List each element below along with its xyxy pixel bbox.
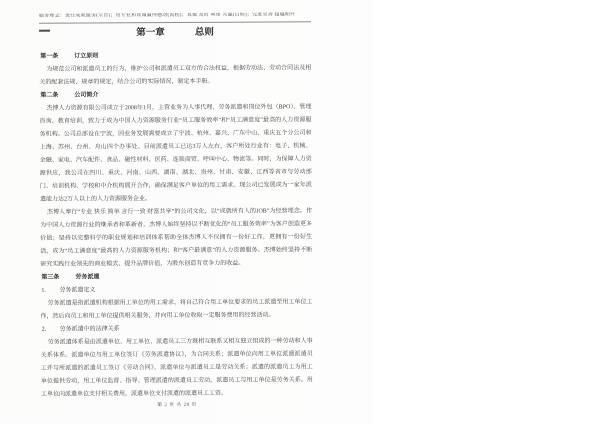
header-underline [39,21,311,23]
section-title: 劳务派遣 [75,274,99,280]
header-underline-artifact [39,30,50,32]
paragraph: 劳务派遣是指派遣机构根据用工单位的用工需求，将自己符合用工单位要求的员工派遣至用工单位工作，然后向员工和用工单位提供相关服务，并向用工单位收取一定服务费用的经营活动。 [40,296,312,323]
page-number-footer: 第 2 页 共 29 页 [41,401,313,409]
item-number: 2. [42,324,54,337]
section-title: 公司简介 [74,92,98,98]
paragraph: 杰博人奉行“专业 快乐 简单 言行一致 财富共享”的公司文化，以“成就所有人的JOB”为经营理念。作为中国人力资源行业的继承者和革新者，杰博人始终坚持以不断优化的“员工服务效率”为客户创造更多价值；坚持以完整科学的职业规划和培训体系帮助全体杰博人不仅拥有一份好工作，更拥有一份好生活，成为“员工满意度”最高的人力资源服务机构；和“客户最满意”的人力资源服务。杰博始终坚持不断研究实践行业领先的商业模式，提升品牌价值，为股东创造有竞争力的收益。 [40,205,312,271]
section-number: 第一条 [40,51,58,64]
chapter-title [39,26,311,39]
section-number: 第二条 [40,90,58,103]
chapter-name: 总则 [195,28,214,38]
section-number: 第三条 [41,272,59,285]
item-number: 1. [41,285,53,298]
document-page [39,0,313,425]
item-title: 劳务派遣定义 [59,287,95,293]
item-title: 劳务派遣中的法律关系 [60,326,120,332]
paragraph: 杰博人力资源有限公司成立于2008年1月，主营业务为人事代理、劳务派遣和岗位外包（BPO）、管理咨询、教育培训，致力于成为中国人力资源服务行业“员工服务效率”和“员工满意度”最高的人力资源服务机构。公司总部设在宁波，因业务发展需要成立了宁波、杭州、嘉兴、广东中山、重庆五个分公司和上海、苏州、台州、舟山四个办事处。目前派遣员工已达3万人左右，客户所处行业有：电子、机械、金融、家电、汽车配件、食品、磁性材料、医药、连锁商贸、呼叫中心、物流等。同时，为保障人力资源供应，我公司在四川、重庆、河南、山西、湖南、湖北、贵州、甘肃、安徽、江西等省市与劳动部门、培训机构、学校和中介机构展开合作，确保满足客户单位的用工需求。现公司已发展成为一家年派遣能力达2万人以上的人力资源服务企业。 [39,101,312,206]
paragraph: 为规范公司和派遣员工的行为，维护公司和派遣员工双方的合法权益，根据劳动法、劳动合同法及相关的配套法规、规章的规定，结合公司的实际情况，制定本手册。 [39,62,311,89]
document-header-line: 服务理念：责任成就服务(宗旨)；用专业和真诚赢得感动(流程)；真诚 及时 承诺 共赢(目标)；完胜至善 超越期许 [39,12,311,19]
section-title: 订立原则 [74,53,98,59]
paragraph: 劳务派遣体系是由派遣单位、用工单位、派遣员工三方既相互联系又相互独立组成的一种劳动和人事关系体系。派遣单位与用工单位签订《劳务派遣协议》，为合同关系；派遣单位向用工单位派遣派遣员工并与所派遣的派遣员工签订《劳动合同》，派遣单位与派遣员工是劳动关系；派遣的派遣员工为用工单位提供劳动，用工单位监督、指导、管理派遣的派遣员工劳动，派遣员工与用工单位是劳务关系。用工单位向派遣单位支付相关费用，派遣单位支付派遣的派遣员工工资。 [41,335,313,401]
chapter-number: 第一章 [136,28,165,38]
